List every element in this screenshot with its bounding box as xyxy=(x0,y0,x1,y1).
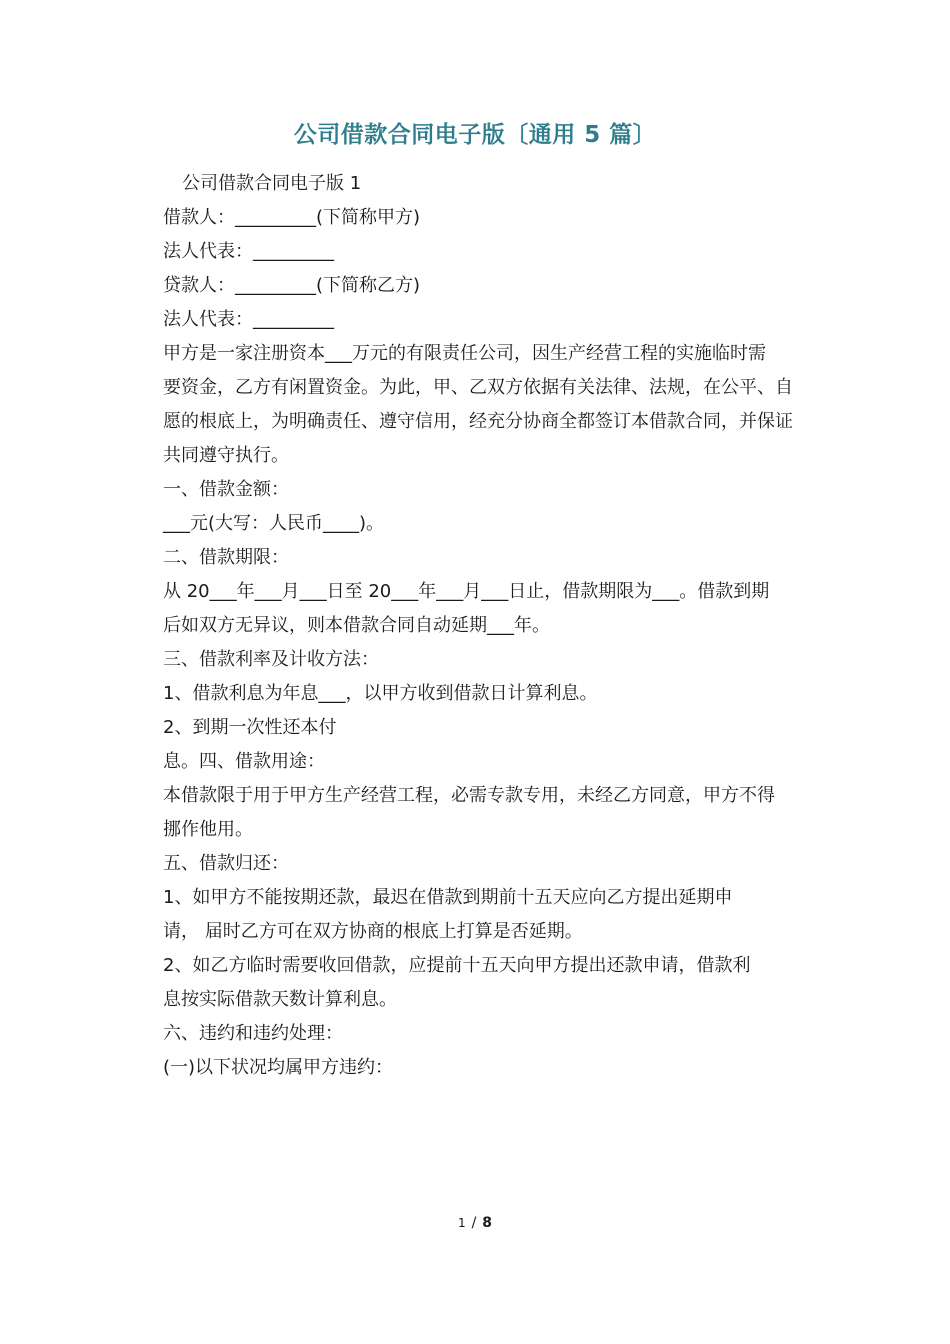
body-paragraph: 息。四、借款用途： xyxy=(163,751,325,772)
body-paragraph: 三、借款利率及计收方法： xyxy=(163,649,379,670)
document-body xyxy=(144,167,824,1085)
body-paragraph: 2、如乙方临时需要收回借款，应提前十五天向甲方提出还款申请，借款利 息按实际借款天数计算利息。 xyxy=(163,955,751,1010)
body-paragraph: 贷款人：_________(下简称乙方) xyxy=(163,275,421,296)
body-paragraph: 1、借款利息为年息___，以甲方收到借款日计算利息。 xyxy=(163,683,598,704)
body-paragraph: 本借款限于用于甲方生产经营工程，必需专款专用，未经乙方同意，甲方不得 挪作他用。 xyxy=(163,785,775,840)
body-paragraph: (一)以下状况均属甲方违约： xyxy=(163,1057,394,1078)
current-page-number: 1 xyxy=(457,1216,466,1230)
page-separator: / xyxy=(471,1215,477,1231)
body-paragraph: 甲方是一家注册资本___万元的有限责任公司，因生产经营工程的实施临时需 要资金，乙方有闲置资金。为此，甲、乙双方依据有关法律、法规，在公平、自 愿的根底上，为明确责任、遵守信用，经充分协商全都签订本借款合同，并保证 共同遵守执行。 xyxy=(163,343,793,466)
document-title: 公司借款合同电子版〔通用 5 篇〕 xyxy=(293,122,657,148)
body-paragraph: 法人代表：_________ xyxy=(163,309,334,330)
body-paragraph: 六、违约和违约处理： xyxy=(163,1023,343,1044)
body-paragraph: 公司借款合同电子版 1 xyxy=(182,173,362,194)
body-paragraph: 一、借款金额： xyxy=(163,479,289,500)
body-paragraph: ___元(大写：人民币____)。 xyxy=(163,513,385,534)
page-number xyxy=(0,1212,950,1234)
body-paragraph: 法人代表：_________ xyxy=(163,241,334,262)
body-paragraph: 借款人：_________(下简称甲方) xyxy=(163,207,421,228)
body-paragraph: 二、借款期限： xyxy=(163,547,289,568)
body-paragraph: 1、如甲方不能按期还款，最迟在借款到期前十五天应向乙方提出延期申 请， 届时乙方可在双方协商的根底上打算是否延期。 xyxy=(163,887,733,942)
body-paragraph: 从 20___年___月___日至 20___年___月___日止，借款期限为___。借款到期 后如双方无异议，则本借款合同自动延期___年。 xyxy=(163,581,770,636)
body-paragraph: 2、到期一次性还本付 xyxy=(163,717,337,738)
body-paragraph: 五、借款归还： xyxy=(163,853,289,874)
total-page-count: 8 xyxy=(482,1215,493,1231)
